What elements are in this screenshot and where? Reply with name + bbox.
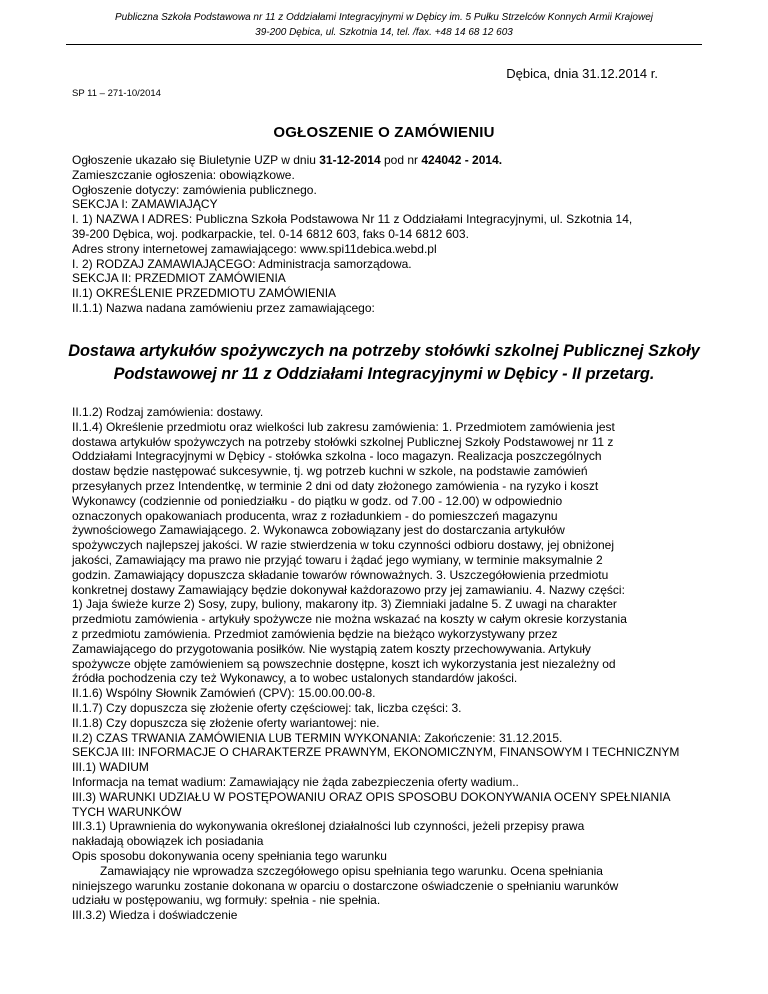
text-line: III.1) WADIUM (72, 760, 149, 775)
text-line: I. 1) NAZWA I ADRES: Publiczna Szkoła Podstawowa Nr 11 z Oddziałami Integracyjnymi, ul. Szkotnia 14, (72, 212, 633, 227)
text-line: III.3.2) Wiedza i doświadczenie (72, 908, 238, 923)
document-title: OGŁOSZENIE O ZAMÓWIENIU (273, 124, 495, 141)
text-line: Ogłoszenie dotyczy: zamówienia publicznego. (72, 182, 317, 197)
text-line: żywnościowego Zamawiającego. 2. Wykonawca zobowiązany jest do dostarczania artykułów (72, 523, 565, 538)
text-line: Zamawiającego do przygotowania posiłków. Nie wystąpią zatem koszty przechowywania. Artykuły (72, 641, 591, 656)
intro-prefix: Ogłoszenie ukazało się Biuletynie UZP w dniu (72, 153, 320, 167)
text-line: 39-200 Dębica, woj. podkarpackie, tel. 0-14 6812 603, faks 0-14 6812 603. (72, 226, 469, 241)
intro-number: 424042 - 2014. (421, 153, 503, 167)
text-line: II.2) CZAS TRWANIA ZAMÓWIENIA LUB TERMIN WYKONANIA: Zakończenie: 31.12.2015. (72, 730, 563, 745)
letterhead-line-1: Publiczna Szkoła Podstawowa nr 11 z Oddziałami Integracyjnymi w Dębicy im. 5 Pułku Strzelców Konnych Armii Krajowej (115, 12, 653, 23)
text-line: TYCH WARUNKÓW (72, 804, 182, 819)
letterhead (30, 10, 738, 40)
letterhead-divider (66, 44, 702, 45)
text-line: dostaw będzie następować sukcesywnie, tj. wg potrzeb kuchni w szkole, na podstawie zamówień (72, 464, 588, 479)
text-line: Informacja na temat wadium: Zamawiający nie żąda zabezpieczenia oferty wadium.. (72, 774, 519, 789)
text-line: niniejszego warunku zostanie dokonana w oparciu o dostarczone oświadczenie o spełnianiu warunków (72, 878, 619, 893)
text-line: Oddziałami Integracyjnymi w Dębicy - stołówka szkolna - loco magazyn. Realizacja poszczególnych (72, 449, 602, 464)
text-line: III.3) WARUNKI UDZIAŁU W POSTĘPOWANIU ORAZ OPIS SPOSOBU DOKONYWANIA OCENY SPEŁNIANIA (72, 789, 671, 804)
text-line: spożywczych najlepszej jakości. W razie stwierdzenia w toku czynności odbioru dostawy, jej obniżonej (72, 538, 615, 553)
section-intro (72, 153, 712, 316)
text-line: nakładają obowiązek ich posiadania (72, 834, 264, 849)
text-line: Opis sposobu dokonywania oceny spełniania tego warunku (72, 848, 387, 863)
text-line: konkretnej dostawy Zamawiający będzie dokonywał każdorazowo przy jej zamawianiu. 4. Nazwy części: (72, 582, 625, 597)
text-line: II.1) OKREŚLENIE PRZEDMIOTU ZAMÓWIENIA (72, 286, 337, 301)
letterhead-line-2: 39-200 Dębica, ul. Szkotnia 14, tel. /fax. +48 14 68 12 603 (255, 27, 513, 38)
text-line: Zamieszczanie ogłoszenia: obowiązkowe. (72, 167, 295, 182)
text-line: SEKCJA I: ZAMAWIAJĄCY (72, 197, 218, 212)
text-line: źródła pochodzenia czy też Wykonawcy, a to wobec ustalonych standardów jakości. (72, 671, 518, 686)
text-line: udziału w postępowaniu, wg formuły: spełnia - nie spełnia. (72, 893, 381, 908)
text-line: II.1.1) Nazwa nadana zamówieniu przez zamawiającego: (72, 300, 375, 315)
text-line: przesyłanych przez Intendentkę, w terminie 2 dni od daty złożonego zamówienia - na ryzyko i koszt (72, 478, 599, 493)
reference-number: SP 11 – 271-10/2014 (72, 88, 161, 99)
text-line: oznaczonych opakowaniach producenta, wraz z rozładunkiem - do pomieszczeń magazynu (72, 508, 558, 523)
text-line: II.1.4) Określenie przedmiotu oraz wielkości lub zakresu zamówienia: 1. Przedmiotem zamówienia jest (72, 419, 615, 434)
text-line: III.3.1) Uprawnienia do wykonywania określonej działalności lub czynności, jeżeli przepisy prawa (72, 819, 585, 834)
text-line: SEKCJA II: PRZEDMIOT ZAMÓWIENIA (72, 271, 286, 286)
intro-date: 31-12-2014 (319, 153, 381, 167)
text-line: 1) Jaja świeże kurze 2) Sosy, zupy, buliony, makarony itp. 3) Ziemniaki jadalne 5. Z uwagi na charakter (72, 597, 617, 612)
text-line: z przedmiotu zamówienia. Przedmiot zamówienia będzie na bieżąco wykorzystywany przez (72, 626, 558, 641)
text-line: jakości, Zamawiający ma prawo nie przyjąć towaru i żądać jego wymiany, w terminie maksymalnie 2 (72, 552, 603, 567)
text-line: Wykonawcy (codziennie od poniedziałku - do piątku w godz. od 7.00 - 12.00) w odpowiednio (72, 493, 563, 508)
subject-line-2: Podstawowej nr 11 z Oddziałami Integracyjnymi w Dębicy - II przetarg. (113, 365, 655, 383)
text-line: spożywcze objęte zamówieniem są powszechnie dostępne, koszt ich wykorzystania jest niezależny od (72, 656, 616, 671)
text-line: SEKCJA III: INFORMACJE O CHARAKTERZE PRAWNYM, EKONOMICZNYM, FINANSOWYM I TECHNICZNYM (72, 745, 680, 760)
text-line: II.1.8) Czy dopuszcza się złożenie oferty wariantowej: nie. (72, 715, 380, 730)
text-line: godzin. Zamawiający dopuszcza składanie towarów równoważnych. 3. Uszczegółowienia przedmiotu (72, 567, 609, 582)
text-line: przedmiotu zamówienia - artykuły spożywcze nie można wskazać na koszty w całym okresie korzystania (72, 612, 627, 627)
intro-middle: pod nr (380, 153, 422, 167)
subject-line-1: Dostawa artykułów spożywczych na potrzeby stołówki szkolnej Publicznej Szkoły (68, 342, 700, 360)
intro-line (72, 153, 712, 168)
text-line: Adres strony internetowej zamawiającego: www.spi11debica.webd.pl (72, 241, 437, 256)
text-line: II.1.7) Czy dopuszcza się złożenie oferty częściowej: tak, liczba części: 3. (72, 700, 462, 715)
text-line: II.1.2) Rodzaj zamówienia: dostawy. (72, 405, 264, 419)
text-line: I. 2) RODZAJ ZAMAWIAJĄCEGO: Administracja samorządowa. (72, 256, 412, 271)
section-details (72, 405, 712, 923)
document-date: Dębica, dnia 31.12.2014 r. (506, 66, 658, 81)
order-subject-title (40, 340, 728, 386)
text-line: dostawa artykułów spożywczych na potrzeby stołówki szkolnej Publicznej Szkoły Podstawowej nr 11 z (72, 434, 614, 449)
text-line: II.1.6) Wspólny Słownik Zamówień (CPV): 15.00.00.00-8. (72, 686, 376, 701)
text-line: Zamawiający nie wprowadza szczegółowego opisu spełniania tego warunku. Ocena spełniania (100, 863, 603, 878)
